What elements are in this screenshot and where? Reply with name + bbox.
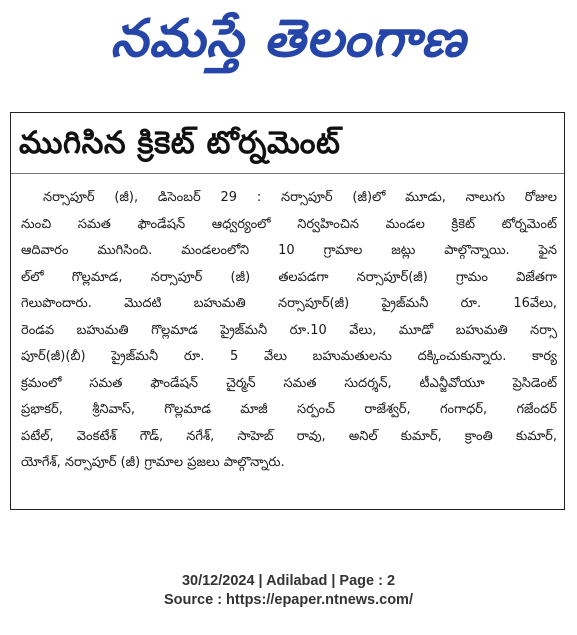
newspaper-masthead	[0, 0, 577, 100]
footer-dateline: 30/12/2024 | Adilabad | Page : 2	[181, 573, 396, 589]
article-clipping	[10, 112, 565, 510]
clipping-footer	[0, 572, 577, 610]
article-body	[21, 185, 557, 477]
article-line: ఆదివారం ముగిసింది. మండలంలోని 10 గ్రామాల జట్లు పాల్గొన్నాయి. ఫైన	[21, 243, 557, 258]
article-line: పటేల్, వెంకటేశ్ గౌడ్, నగేశ్, సాహెబ్ రావు, అనిల్ కుమార్, క్రాంతి కుమార్,	[21, 428, 557, 444]
article-line: నర్సాపూర్ (జీ), డిసెంబర్ 29 : నర్సాపూర్ (జీ)లో మూడు, నాలుగు రోజుల	[43, 190, 557, 205]
article-line: నుంచి సమత ఫౌండేషన్ ఆధ్వర్యంలో నిర్వహించిన మండల క్రికెట్ టోర్నమెంట్	[21, 216, 557, 232]
article-line: ల్‌లో గొల్లమాడ, నర్సాపూర్ (జీ) తలపడగా నర్సాపూర్(జీ) గ్రామం విజేతగా	[21, 269, 557, 285]
article-line: గెలుపొందారు. మొదటి బహుమతి నర్సాపూర్(జీ) ప్రైజ్‌మనీ రూ. 16వేలు,	[21, 296, 557, 311]
article-line: క్రమంలో సమత ఫౌండేషన్ చైర్మన్ సమత సుదర్శన్, టీఎన్జీవోయూ ప్రెసిడెంట్	[21, 375, 557, 391]
article-line: పూర్(జీ)(బీ) ప్రైజ్‌మనీ రూ. 5 వేలు బహుమతులను దక్కించుకున్నారు. కార్య	[21, 349, 557, 364]
masthead-title: నమస్తే తెలంగాణ	[110, 9, 467, 69]
article-line: యోగేశ్, నర్సాపూర్ (జీ) గ్రామాల ప్రజలు పాల్గొన్నారు.	[21, 455, 285, 470]
headline-divider	[11, 173, 565, 174]
article-line: రెండవ బహుమతి గొల్లమాడ ప్రైజ్‌మనీ రూ.10 వేలు, మూడో బహుమతి నర్సా	[21, 322, 557, 338]
article-headline: ముగిసిన క్రికెట్ టోర్నమెంట్	[19, 125, 341, 161]
footer-source: Source : https://epaper.ntnews.com/	[164, 592, 413, 608]
article-line: ప్రభాకర్, శ్రీనివాస్, గొల్లమాడ మాజీ సర్పంచ్ రాజేశ్వర్, గంగాధర్, గజేందర్	[21, 402, 557, 417]
